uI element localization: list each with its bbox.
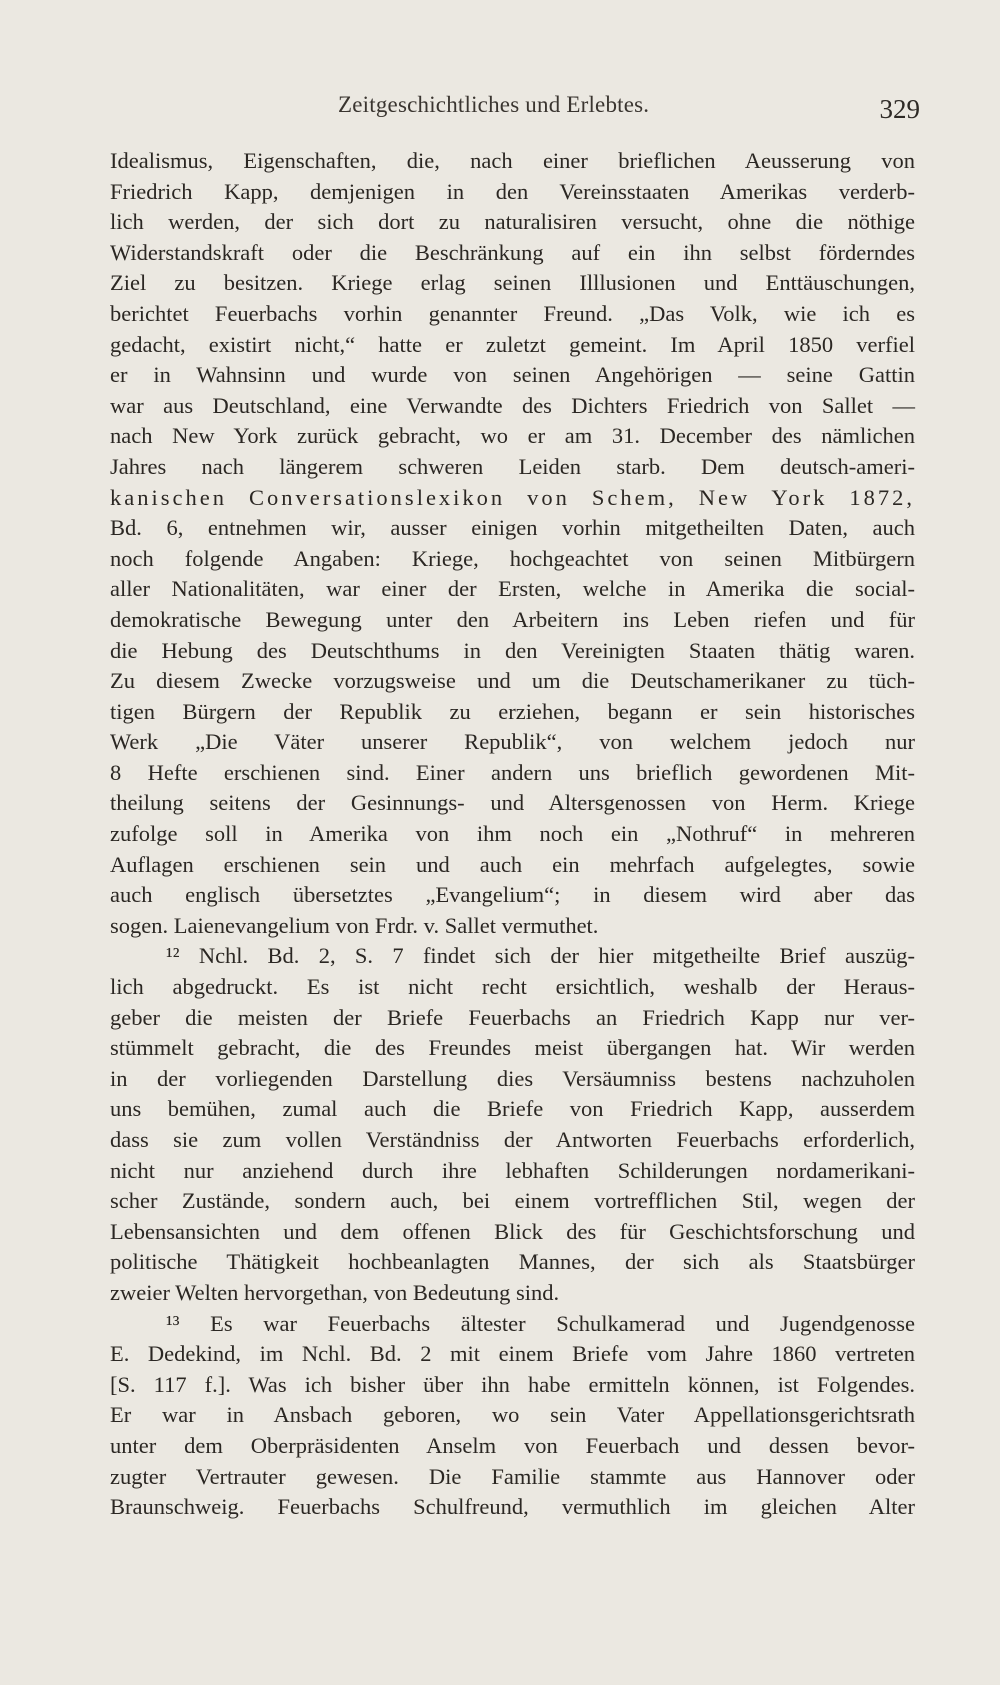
text-line: Ziel zu besitzen. Kriege erlag seinen Illlusionen und Enttäuschungen, <box>110 270 915 296</box>
text-line: Er war in Ansbach geboren, wo sein Vater Appellationsgerichtsrath <box>110 1402 915 1428</box>
text-line: zweier Welten hervorgethan, von Bedeutung sind. <box>110 1279 560 1305</box>
text-line: er in Wahnsinn und wurde von seinen Angehörigen — seine Gattin <box>110 362 915 388</box>
text-line: lich werden, der sich dort zu naturalisiren versucht, ohne die nöthige <box>110 209 915 235</box>
text-line: politische Thätigkeit hochbeanlagten Mannes, der sich als Staatsbürger <box>110 1249 915 1275</box>
page-header <box>338 92 920 132</box>
page-number: 329 <box>879 94 920 124</box>
text-line: 8 Hefte erschienen sind. Einer andern uns brieflich gewordenen Mit- <box>110 759 915 785</box>
text-line: zufolge soll in Amerika von ihm noch ein „Nothruf“ in mehreren <box>110 821 915 847</box>
text-line: Idealismus, Eigenschaften, die, nach einer brieflichen Aeusserung von <box>110 148 915 173</box>
text-line: in der vorliegenden Darstellung dies Versäumniss bestens nachzuholen <box>110 1065 915 1091</box>
text-line: Zu diesem Zwecke vorzugsweise und um die Deutschamerikaner zu tüch- <box>110 668 915 694</box>
text-line: Lebensansichten und dem offenen Blick des für Geschichtsforschung und <box>110 1218 915 1244</box>
text-line: Bd. 6, entnehmen wir, ausser einigen vorhin mitgetheilten Daten, auch <box>110 515 915 541</box>
text-line: uns bemühen, zumal auch die Briefe von Friedrich Kapp, ausserdem <box>110 1096 915 1122</box>
text-line: berichtet Feuerbachs vorhin genannter Freund. „Das Volk, wie ich es <box>110 300 915 326</box>
text-line: sogen. Laienevangelium von Frdr. v. Sallet vermuthet. <box>110 912 599 938</box>
text-line: demokratische Bewegung unter den Arbeitern ins Leben riefen und für <box>110 606 915 632</box>
text-line: stümmelt gebracht, die des Freundes meist übergangen hat. Wir werden <box>110 1035 915 1061</box>
text-line: kanischen Conversationslexikon von Schem, New York 1872, <box>110 484 915 510</box>
text-line: nicht nur anziehend durch ihre lebhaften Schilderungen nordamerikani- <box>110 1157 915 1183</box>
text-line: Werk „Die Väter unserer Republik“, von welchem jedoch nur <box>110 729 915 755</box>
text-line: [S. 117 f.]. Was ich bisher über ihn habe ermitteln können, ist Folgendes. <box>110 1371 915 1397</box>
text-line: Friedrich Kapp, demjenigen in den Vereinsstaaten Amerikas verderb- <box>110 178 915 204</box>
footnote-13-line: ¹³ Es war Feuerbachs ältester Schulkamerad und Jugendgenosse <box>166 1310 915 1336</box>
text-line: zugter Vertrauter gewesen. Die Familie stammte aus Hannover oder <box>110 1463 915 1489</box>
text-line: theilung seitens der Gesinnungs- und Altersgenossen von Herm. Kriege <box>110 790 915 816</box>
body-text <box>110 146 915 1523</box>
text-line: gedacht, existirt nicht,“ hatte er zuletzt gemeint. Im April 1850 verfiel <box>110 331 915 357</box>
text-line: Auflagen erschienen sein und auch ein mehrfach aufgelegtes, sowie <box>110 851 915 877</box>
text-line: Jahres nach längerem schweren Leiden starb. Dem deutsch-ameri- <box>110 453 915 479</box>
text-line: dass sie zum vollen Verständniss der Antworten Feuerbachs erforderlich, <box>110 1127 915 1152</box>
text-line: E. Dedekind, im Nchl. Bd. 2 mit einem Briefe vom Jahre 1860 vertreten <box>110 1341 915 1367</box>
running-title: Zeitgeschichtliches und Erlebtes. <box>338 92 650 117</box>
text-line: auch englisch übersetztes „Evangelium“; in diesem wird aber das <box>110 882 915 908</box>
text-line: nach New York zurück gebracht, wo er am 31. December des nämlichen <box>110 423 915 449</box>
text-line: noch folgende Angaben: Kriege, hochgeachtet von seinen Mitbürgern <box>110 545 915 571</box>
footnote-12-line: ¹² Nchl. Bd. 2, S. 7 findet sich der hier mitgetheilte Brief auszüg- <box>166 943 915 969</box>
text-line: tigen Bürgern der Republik zu erziehen, begann er sein historisches <box>110 698 915 724</box>
text-line: aller Nationalitäten, war einer der Ersten, welche in Amerika die social- <box>110 576 915 602</box>
text-line: war aus Deutschland, eine Verwandte des Dichters Friedrich von Sallet — <box>110 392 915 418</box>
text-line: scher Zustände, sondern auch, bei einem vortrefflichen Stil, wegen der <box>110 1188 915 1214</box>
text-line: geber die meisten der Briefe Feuerbachs an Friedrich Kapp nur ver- <box>110 1004 915 1030</box>
text-line: Braunschweig. Feuerbachs Schulfreund, vermuthlich im gleichen Alter <box>110 1494 915 1520</box>
text-line: Widerstandskraft oder die Beschränkung auf ein ihn selbst förderndes <box>110 239 915 265</box>
text-line: unter dem Oberpräsidenten Anselm von Feuerbach und dessen bevor- <box>110 1432 915 1458</box>
text-line: lich abgedruckt. Es ist nicht recht ersichtlich, weshalb der Heraus- <box>110 974 915 1000</box>
text-line: die Hebung des Deutschthums in den Vereinigten Staaten thätig waren. <box>110 637 915 663</box>
